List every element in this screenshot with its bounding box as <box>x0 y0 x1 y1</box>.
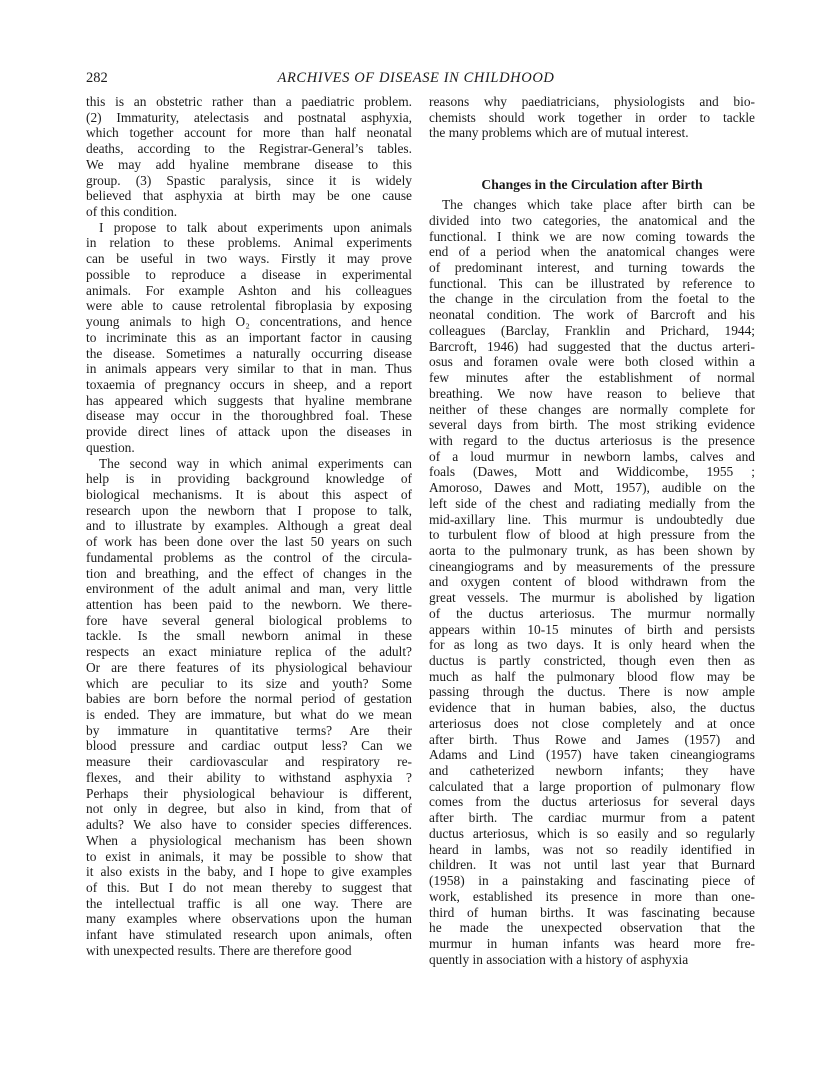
text-line: blood pressure and cardiac output less? Can we <box>86 738 412 754</box>
text-line: has appeared which suggests that hyaline membrane <box>86 392 412 408</box>
text-line: end of a period when the anatomical changes were <box>429 244 755 260</box>
text-line: left side of the chest and radiating medially from the <box>429 495 755 511</box>
text-line: mid-axillary line. This murmur is undoubtedly due <box>429 511 755 527</box>
text-line: respects an exact miniature replica of the adult? <box>86 644 412 660</box>
text-line: research upon the newborn that I propose to talk, <box>86 502 412 518</box>
page-number: 282 <box>86 70 108 86</box>
text-line: Amoroso, Dawes and Mott, 1957), audible on the <box>429 480 755 496</box>
text-line: help is in providing background knowledge of <box>86 471 412 487</box>
text-line: which are peculiar to its size and youth? Some <box>86 675 412 691</box>
text-line: provide direct lines of attack upon the diseases in <box>86 424 412 440</box>
running-head: ARCHIVES OF DISEASE IN CHILDHOOD <box>277 70 555 86</box>
right-body <box>429 197 755 967</box>
text-line: believed that asphyxia at birth may be one cause <box>86 188 412 204</box>
text-line: young animals to high O₂ concentrations, and hence <box>86 314 412 330</box>
text-line: functional. I think we are now coming towards the <box>429 228 755 244</box>
text-line: biological mechanisms. It is about this aspect of <box>86 486 412 502</box>
text-line: which together account for more than half neonatal <box>86 125 412 141</box>
text-line: he made the unexpected observation that the <box>429 920 755 936</box>
text-line: functional. This can be illustrated by reference to <box>429 275 755 291</box>
text-line: of the ductus arteriosus. The murmur normally <box>429 605 755 621</box>
text-line: passing through the ductus. There is now ample <box>429 684 755 700</box>
text-line: of a loud murmur in newborn lambs, calves and <box>429 448 755 464</box>
text-line: chemists should work together in order to tackle <box>429 109 755 125</box>
text-line: it also exists in the baby, and I hope to give examples <box>86 864 412 880</box>
text-line: Barcroft, 1946) had suggested that the ductus arteri- <box>429 338 755 354</box>
text-line: measure their cardiovascular and respiratory re- <box>86 754 412 770</box>
text-line: not only in degree, but also in kind, from that of <box>86 801 412 817</box>
text-line: babies are born before the normal period of gestation <box>86 691 412 707</box>
text-line: comes from the ductus arteriosus for several days <box>429 794 755 810</box>
text-line: Or are there features of its physiological behaviour <box>86 659 412 675</box>
text-line: attention has been paid to the newborn. We there- <box>86 597 412 612</box>
text-line: the intellectual traffic is all one way. There are <box>86 895 412 911</box>
text-line: divided into two categories, the anatomical and the <box>429 212 755 228</box>
text-line: (2) Immaturity, atelectasis and postnatal asphyxia, <box>86 109 412 125</box>
text-line: disease may occur in the thoroughbred foal. These <box>86 408 412 424</box>
text-line: neither of these changes are normally complete for <box>429 401 755 417</box>
text-line: few minutes after the establishment of normal <box>429 370 755 386</box>
text-line: arteriosus does not close completely and at once <box>429 715 755 731</box>
text-line: many examples where observations upon the human <box>86 911 412 927</box>
text-line: to exist in animals, it may be possible to show that <box>86 848 412 864</box>
text-line: much as half the pulmonary blood flow may be <box>429 668 755 684</box>
text-line: possible to reproduce a disease in experimental <box>86 266 412 282</box>
text-line: The changes which take place after birth can be <box>442 197 755 213</box>
text-line: tackle. Is the small newborn animal in these <box>86 628 412 644</box>
text-line: great vessels. The murmur is abolished by ligation <box>429 590 755 606</box>
text-line: with unexpected results. There are therefore good <box>86 942 352 958</box>
text-line: ductus arteriosus, which is so easily and so regularly <box>429 825 755 841</box>
text-line: were able to cause retrolental fibroplasia by exposing <box>86 298 412 314</box>
text-line: Perhaps their physiological behaviour is different, <box>86 785 412 801</box>
text-line: in relation to these problems. Animal experiments <box>86 235 412 251</box>
text-line: and to illustrate by examples. Although a great deal <box>86 518 412 534</box>
text-line: murmur in human infants was heard more fre- <box>429 935 755 951</box>
text-line: of predominant interest, and turning towards the <box>429 260 755 276</box>
text-line: to incriminate this as an important factor in causing <box>86 329 412 345</box>
text-line: heard in lambs, was not so readily identified in <box>429 841 755 857</box>
text-line: and oxygen content of blood withdrawn from the <box>429 574 755 590</box>
text-line: evidence that in human babies, also, the ductus <box>429 700 755 716</box>
text-line: The second way in which animal experiments can <box>99 455 412 471</box>
text-line: environment of the adult animal and man, very little <box>86 581 412 597</box>
text-line: is ended. They are immature, but what do we mean <box>86 707 412 723</box>
text-line: can be useful in two ways. Firstly it may prove <box>86 251 412 267</box>
text-line: the change in the circulation from the foetal to the <box>429 291 755 307</box>
text-line: work, established its presence in more than one- <box>429 888 755 904</box>
text-line: osus and foramen ovale were both closed within a <box>429 354 755 370</box>
text-line: animals. For example Ashton and his colleagues <box>86 282 412 298</box>
text-line: adults? We also have to consider species differences. <box>86 817 412 833</box>
text-line: calculated that a large proportion of pulmonary flow <box>429 778 755 794</box>
right-intro-paragraph <box>429 94 755 141</box>
text-line: for as long as two days. It is only heard when the <box>429 637 755 653</box>
text-line: third of human births. It was fascinating because <box>429 904 755 920</box>
text-line: breathing. We now have reason to believe that <box>429 385 755 401</box>
text-line: and catheterized newborn infants; they have <box>429 763 755 779</box>
text-line: appears within 10-15 minutes of birth and persists <box>429 621 755 637</box>
text-line: cineangiograms and by measurements of the pressure <box>429 558 755 574</box>
section-heading: Changes in the Circulation after Birth <box>481 177 703 193</box>
text-line: flexes, and their ability to withstand asphyxia ? <box>86 769 412 785</box>
text-line: quently in association with a history of asphyxia <box>429 951 689 967</box>
text-line: neonatal condition. The work of Barcroft and his <box>429 307 755 323</box>
text-line: question. <box>86 439 135 455</box>
right-column <box>429 94 755 967</box>
text-line: We may add hyaline membrane disease to this <box>86 156 412 172</box>
text-line: several days from birth. The most striking evidence <box>429 417 755 433</box>
text-line: this is an obstetric rather than a paediatric problem. <box>86 94 412 109</box>
text-line: fundamental problems as the control of the circula- <box>86 549 412 565</box>
section-gap <box>429 141 755 176</box>
text-line: foals (Dawes, Mott and Widdicombe, 1955 ; <box>429 464 755 480</box>
text-line: of this condition. <box>86 204 178 220</box>
text-line: I propose to talk about experiments upon animals <box>99 219 412 235</box>
text-line: deaths, according to the Registrar-General’s tables. <box>86 141 412 157</box>
text-line: tion and breathing, and the effect of changes in the <box>86 565 412 581</box>
text-line: fore have several general biological problems to <box>86 612 412 628</box>
text-line: (1958) in a painstaking and fascinating piece of <box>429 873 755 889</box>
text-line: Adams and Lind (1957) have taken cineangiograms <box>429 747 755 763</box>
text-line: group. (3) Spastic paralysis, since it is widely <box>86 172 412 188</box>
left-column <box>86 94 412 959</box>
text-line: the disease. Sometimes a naturally occurring disease <box>86 345 412 361</box>
text-line: the many problems which are of mutual interest. <box>429 125 689 141</box>
text-line: in animals appears very similar to that in man. Thus <box>86 361 412 377</box>
text-line: of work has been done over the last 50 years on such <box>86 534 412 550</box>
text-line: with regard to the ductus arteriosus is the presence <box>429 432 755 448</box>
text-line: after birth. Thus Rowe and James (1957) and <box>429 731 755 747</box>
text-line: infant have stimulated research upon animals, often <box>86 927 412 943</box>
text-line: reasons why paediatricians, physiologists and bio- <box>429 94 755 109</box>
text-line: to turbulent flow of blood at high pressure from the <box>429 527 755 543</box>
text-line: ductus is partly constricted, though even then as <box>429 653 755 668</box>
text-line: aorta to the pulmonary trunk, as has been shown by <box>429 542 755 558</box>
text-line: children. It was not until last year that Burnard <box>429 857 755 873</box>
text-line: after birth. The cardiac murmur from a patent <box>429 810 755 826</box>
text-line: by immature in quantitative terms? Are their <box>86 722 412 738</box>
text-line: toxaemia of pregnancy occurs in sheep, and a report <box>86 376 412 392</box>
text-line: colleagues (Barclay, Franklin and Prichard, 1944; <box>429 322 755 338</box>
text-line: of this. But I do not mean thereby to suggest that <box>86 879 412 895</box>
text-line: When a physiological mechanism has been shown <box>86 832 412 848</box>
